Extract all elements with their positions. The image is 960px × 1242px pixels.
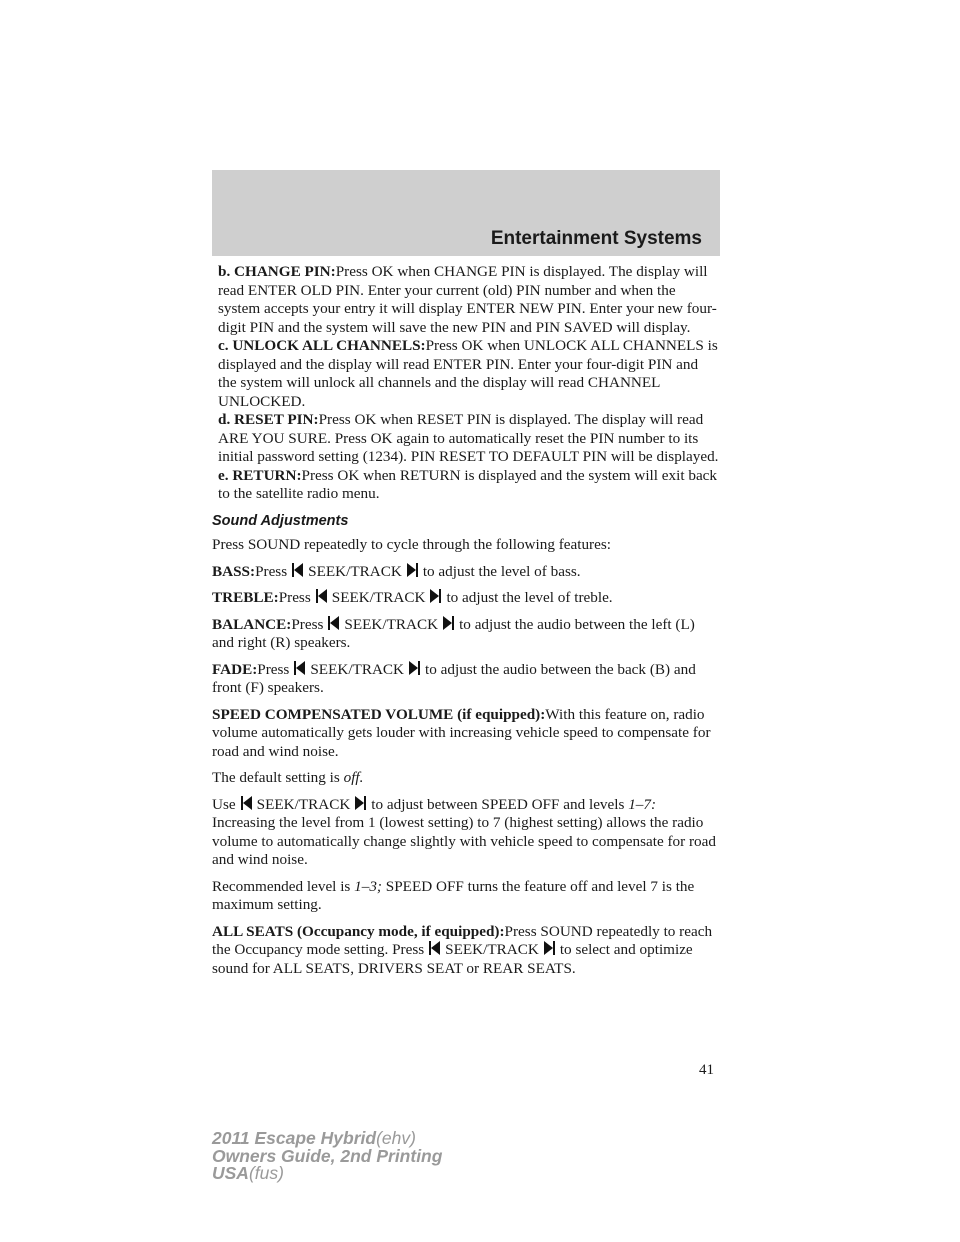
scv-default-paragraph — [212, 769, 720, 788]
term-scv: SPEED COMPENSATED VOLUME (if equipped): — [212, 705, 546, 723]
section-header-band — [212, 170, 720, 256]
seek-back-icon — [292, 563, 303, 577]
pin-menu-item-return — [212, 467, 720, 504]
balance-paragraph — [212, 616, 720, 653]
seek-back-icon — [316, 589, 327, 603]
recommended-prefix: Recommended level is — [212, 877, 351, 895]
default-prefix: The default setting is — [212, 769, 340, 786]
use-text: to adjust between SPEED OFF and levels — [371, 795, 625, 813]
seek-forward-icon — [443, 616, 454, 630]
sound-intro: Press SOUND repeatedly to cycle through the following features: — [212, 536, 611, 553]
seek-forward-icon — [355, 796, 366, 810]
use-word: Use — [212, 795, 236, 813]
scv-use-paragraph — [212, 796, 720, 870]
seek-track-label: SEEK/TRACK — [256, 795, 351, 813]
term-reset-pin: d. RESET PIN: — [218, 411, 319, 428]
footer-line-2: Owners Guide, 2nd Printing — [212, 1145, 443, 1166]
seek-track-label: SEEK/TRACK — [445, 941, 539, 958]
term-treble: TREBLE: — [212, 589, 279, 606]
press-word: Press — [278, 589, 311, 606]
footer-market-code: (fus) — [248, 1163, 284, 1183]
pin-menu-item-reset-pin — [212, 411, 720, 467]
scv-recommended-paragraph — [212, 878, 720, 915]
all-seats-paragraph — [212, 923, 720, 979]
term-change-pin: b. CHANGE PIN: — [218, 263, 336, 280]
press-word: Press — [257, 660, 290, 678]
all-seats-text2: to select and optimize sound for ALL SEATS, DRIVERS SEAT or REAR SEATS. — [212, 941, 693, 977]
term-return: e. RETURN: — [218, 466, 302, 484]
levels-value: 1–7: — [628, 795, 657, 813]
press-word: Press — [291, 615, 324, 633]
text-balance: to adjust the audio between the left (L) and right (R) speakers. — [212, 615, 695, 651]
footer-model-code: (ehv) — [376, 1128, 416, 1148]
term-all-seats: ALL SEATS (Occupancy mode, if equipped): — [212, 922, 505, 940]
page-number: 41 — [699, 1062, 714, 1078]
pin-menu-item-unlock-all — [212, 337, 720, 411]
seek-track-label: SEEK/TRACK — [308, 562, 402, 580]
seek-track-label: SEEK/TRACK — [331, 589, 426, 606]
levels-text: Increasing the level from 1 (lowest setting) to 7 (highest setting) allows the radio volume to automatically change slightly with vehicle speed to compensate for road and wind noise. — [212, 814, 716, 868]
text-return: Press OK when RETURN is displayed and the system will exit back to the satellite radio menu. — [218, 466, 718, 502]
term-fade: FADE: — [212, 660, 258, 678]
recommended-text: SPEED OFF turns the feature off and level 7 is the maximum setting. — [212, 877, 695, 913]
footer-line-1 — [212, 1130, 442, 1148]
seek-forward-icon — [407, 563, 418, 577]
section-title: Entertainment Systems — [490, 228, 702, 249]
fade-paragraph — [212, 661, 720, 698]
default-value: off. — [343, 769, 364, 786]
scv-paragraph — [212, 706, 720, 762]
seek-back-icon — [328, 616, 339, 630]
page-content — [212, 263, 720, 986]
term-unlock-all: c. UNLOCK ALL CHANNELS: — [218, 337, 426, 354]
term-balance: BALANCE: — [212, 615, 292, 633]
text-unlock-all: Press OK when UNLOCK ALL CHANNELS is displayed and the display will read ENTER PIN. Enter your four-digit PIN and the system will unlock all channels and the display will read CHANNEL UNLOCKED. — [218, 337, 718, 410]
text-bass: to adjust the level of bass. — [422, 562, 581, 580]
seek-track-label: SEEK/TRACK — [344, 615, 439, 633]
pin-menu-list — [212, 263, 720, 504]
text-reset-pin: Press OK when RESET PIN is displayed. The display will read ARE YOU SURE. Press OK again to automatically reset the PIN number to its initial password setting (1234). PIN RESET TO DEFAULT PIN will be displayed. — [218, 411, 719, 465]
text-treble: to adjust the level of treble. — [446, 589, 613, 606]
seek-back-icon — [294, 661, 305, 675]
treble-paragraph — [212, 589, 720, 608]
term-bass: BASS: — [212, 562, 256, 580]
seek-track-label: SEEK/TRACK — [310, 660, 405, 678]
footer-line-3 — [212, 1165, 442, 1183]
sound-adjustments-heading: Sound Adjustments — [212, 512, 349, 529]
text-scv: With this feature on, radio volume automatically gets louder with increasing vehicle speed to compensate for road and wind noise. — [212, 705, 711, 760]
press-word: Press — [255, 562, 288, 580]
pin-menu-item-change-pin — [212, 263, 720, 337]
seek-back-icon — [429, 941, 440, 955]
text-change-pin: Press OK when CHANGE PIN is displayed. The display will read ENTER OLD PIN. Enter your current (old) PIN number and when the system accepts your entry it will display ENTER NEW PIN. Enter your new four-digit PIN and the system will save the new PIN and PIN SAVED will display. — [218, 263, 717, 336]
footer-market: USA — [212, 1163, 249, 1183]
all-seats-text: Press SOUND repeatedly to reach the Occupancy mode setting. Press — [212, 922, 713, 958]
recommended-value: 1–3; — [354, 877, 382, 895]
seek-forward-icon — [430, 589, 441, 603]
document-footer — [212, 1130, 442, 1183]
seek-forward-icon — [409, 661, 420, 675]
text-fade: to adjust the audio between the back (B) and front (F) speakers. — [212, 660, 696, 696]
bass-paragraph — [212, 563, 720, 582]
seek-back-icon — [241, 796, 252, 810]
footer-model: 2011 Escape Hybrid — [212, 1128, 377, 1148]
seek-forward-icon — [544, 941, 555, 955]
